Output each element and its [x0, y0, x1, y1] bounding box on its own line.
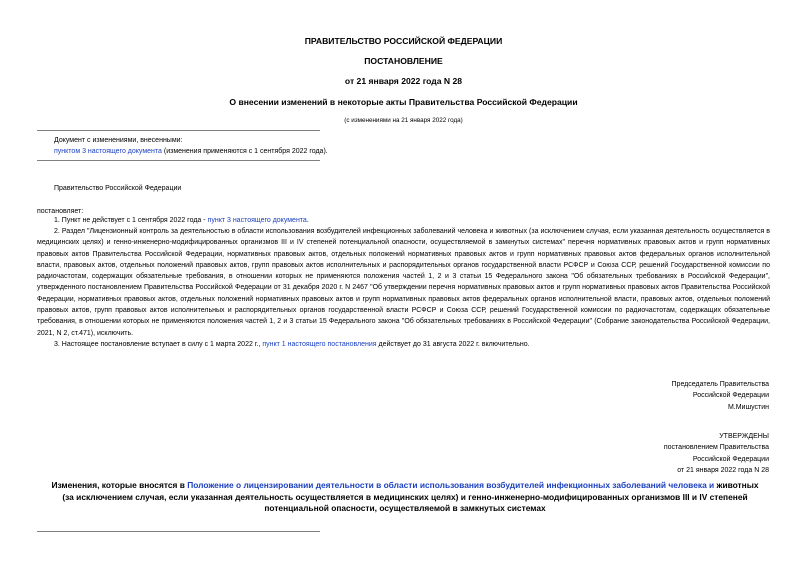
paragraph-1-link[interactable]: пункт 3 настоящего документа	[207, 217, 307, 224]
paragraph-3-suffix: действует до 31 августа 2022 г. включительно.	[376, 341, 530, 348]
approval-line-4: от 21 января 2022 года N 28	[677, 467, 769, 475]
paragraph-3-link[interactable]: пункт 1 настоящего постановления	[262, 341, 377, 348]
amendments-regulation-link[interactable]: Положение о лицензировании деятельности в области использования возбудителей инфекционных заболеваний человека и	[187, 480, 715, 490]
approval-line-2: постановлением Правительства	[663, 444, 769, 452]
document-type: ПОСТАНОВЛЕНИЕ	[364, 56, 443, 66]
document-title: О внесении изменений в некоторые акты Правительства Российской Федерации	[229, 97, 578, 107]
signature-block	[672, 379, 769, 413]
paragraph-1-prefix: 1. Пункт не действует с 1 сентября 2022 года -	[54, 217, 208, 224]
paragraph-2: 2. Раздел "Лицензионный контроль за деятельностью в области использования возбудителей инфекционных заболеваний человека и животных (за исключением случая, если указанная деятельность осуществляется в медицинских целях) и генно-инженерно-модифицированных организмов III и IV степеней потенциальной опасности, осуществляемой в замкнутых системах" перечня нормативных правовых актов и групп нормативных правовых актов Правительства Российской Федерации, нормативных правовых актов, отдельных положений нормативных правовых актов и групп нормативных правовых актов федеральных органов исполнительной власти, правовых актов, отдельных положений правовых актов, групп правовых актов исполнительных и распорядительных органов государственной власти РСФСР и Союза ССР, решений Государственной комиссии по радиочастотам, содержащих обязательные требования, в отношении которых не применяются положения частей 1, 2 и 3 статьи 15 Федерального закона "Об обязательных требованиях в Российской Федерации", утвержденного постановлением Правительства Российской Федерации от 31 декабря 2020 г. N 2467 "Об утверждении перечня нормативных правовых актов и групп нормативных правовых актов Правительства Российской Федерации, нормативных правовых актов, отдельных положений нормативных правовых актов и групп нормативных правовых актов федеральных органов исполнительной власти, правовых актов, отдельных положений правовых актов, групп правовых актов исполнительных и распорядительных органов государственной власти РСФСР и Союза ССР, решений Государственной комиссии по радиочастотам, содержащих обязательные требования, в отношении которых не применяются положения частей 1, 2 и 3 статьи 15 Федерального закона "Об обязательных требованиях в Российской Федерации" (Собрание законодательства Российской Федерации, 2021, N 2, ст.471), исключить.	[37, 228, 770, 337]
decrees-word: постановляет:	[37, 208, 84, 215]
signature-position: Председатель Правительства	[671, 381, 769, 388]
approval-line-3: Российской Федерации	[692, 455, 769, 463]
footer-rule	[37, 531, 320, 532]
changes-box-top-rule	[37, 130, 320, 131]
paragraph-3	[54, 339, 530, 351]
amendments-title-prefix: Изменения, которые вносятся в	[51, 480, 188, 490]
government-name: Правительство Российской Федерации	[54, 185, 182, 192]
paragraph-1-suffix: .	[306, 217, 309, 224]
amendments-title	[45, 480, 765, 515]
paragraph-1	[54, 215, 309, 227]
changes-box-line1: Документ с изменениями, внесенными:	[54, 137, 183, 144]
changes-box-line2	[54, 146, 328, 158]
document-date-number: от 21 января 2022 года N 28	[344, 76, 463, 86]
government-heading: ПРАВИТЕЛЬСТВО РОССИЙСКОЙ ФЕДЕРАЦИИ	[304, 36, 503, 46]
changes-box-bottom-rule	[37, 160, 320, 161]
approval-heading: УТВЕРЖДЕНЫ	[719, 433, 769, 440]
changes-box-line2-rest: (изменения применяются с 1 сентября 2022 года).	[161, 148, 328, 155]
signature-body: Российской Федерации	[692, 392, 769, 400]
approval-block	[664, 431, 769, 477]
changes-source-link[interactable]: пунктом 3 настоящего документа	[54, 148, 162, 155]
amendments-title-rest: животных (за исключением случая, если указанная деятельность осуществляется в медицинских целях) и генно-инженерно-модифицированных организмов III и IV степеней потенциальной опасности, осуществляемой в замкнутых системах	[62, 480, 759, 514]
signature-name: М.Мишустин	[727, 403, 769, 411]
paragraph-3-prefix: 3. Настоящее постановление вступает в силу с 1 марта 2022 г.,	[54, 341, 263, 348]
revision-note: (с изменениями на 21 января 2022 года)	[344, 117, 463, 124]
